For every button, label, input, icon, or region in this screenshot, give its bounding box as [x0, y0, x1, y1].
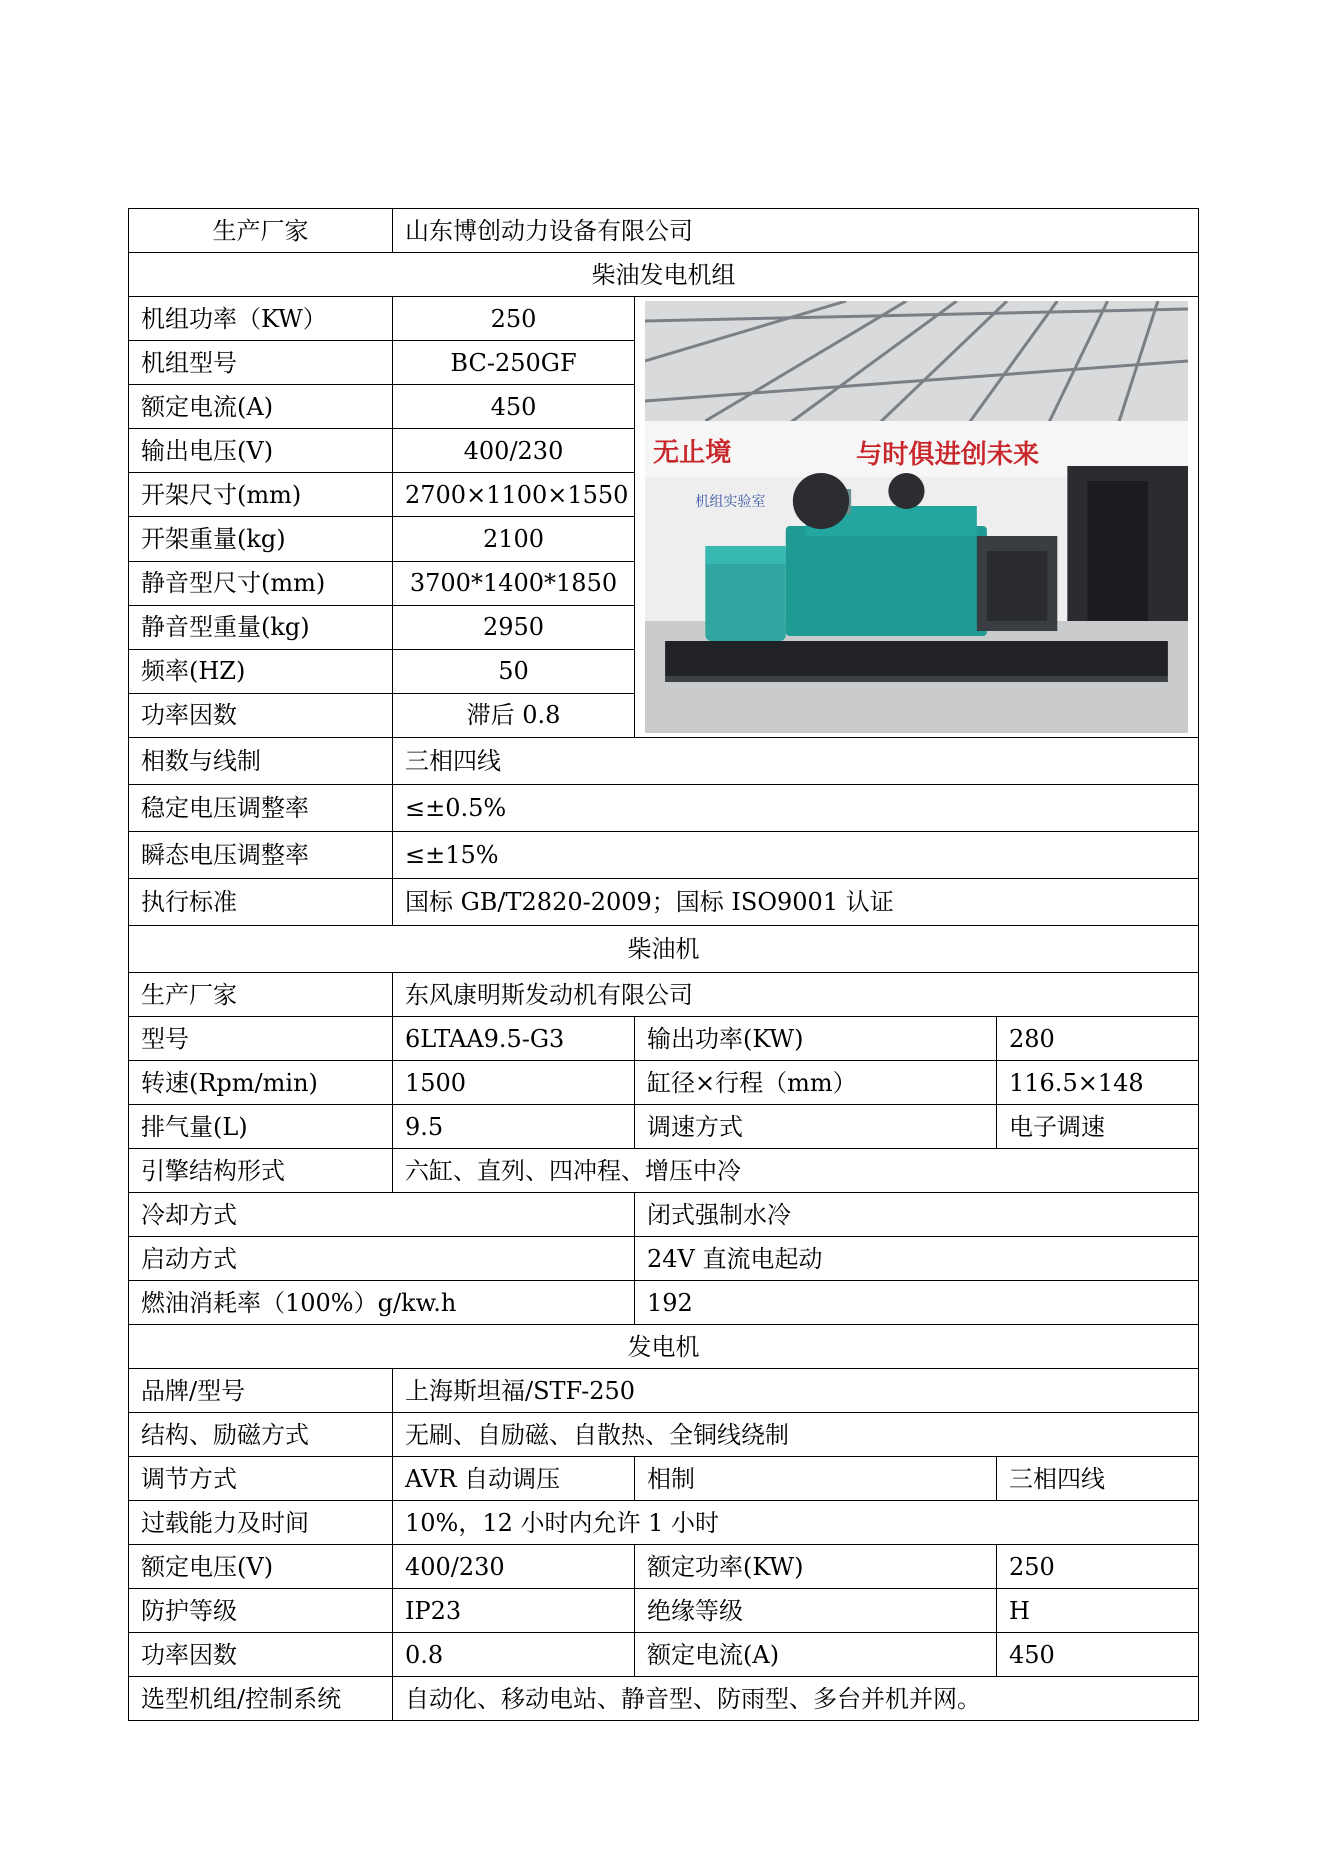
spec-label: 开架尺寸(mm) [129, 473, 393, 517]
spec-label: 调速方式 [635, 1105, 997, 1149]
spec-value: 0.8 [393, 1633, 635, 1677]
spec-value: 400/230 [393, 429, 635, 473]
spec-label: 功率因数 [129, 693, 393, 737]
spec-table [128, 208, 1199, 1721]
spec-value: 24V 直流电起动 [635, 1237, 1199, 1281]
spec-label: 燃油消耗率（100%）g/kw.h [129, 1281, 635, 1325]
spec-label: 绝缘等级 [635, 1589, 997, 1633]
alternator-structure-row [129, 1413, 1199, 1457]
spec-value: 2950 [393, 605, 635, 649]
spec-label: 机组功率（KW） [129, 297, 393, 341]
manufacturer-label: 生产厂家 [129, 209, 393, 253]
spec-label: 开架重量(kg) [129, 517, 393, 561]
spec-value: 192 [635, 1281, 1199, 1325]
spec-label: 防护等级 [129, 1589, 393, 1633]
spec-label: 引擎结构形式 [129, 1149, 393, 1193]
spec-label: 相制 [635, 1457, 997, 1501]
genset-photo-cell [635, 297, 1199, 738]
spec-value: ≤±0.5% [393, 785, 1199, 832]
spec-value: ≤±15% [393, 832, 1199, 879]
spec-label: 额定电压(V) [129, 1545, 393, 1589]
alternator-overload-row [129, 1501, 1199, 1545]
spec-label: 静音型尺寸(mm) [129, 561, 393, 605]
spec-value: 无刷、自励磁、自散热、全铜线绕制 [393, 1413, 1199, 1457]
spec-value: 六缸、直列、四冲程、增压中冷 [393, 1149, 1199, 1193]
manufacturer-value: 山东博创动力设备有限公司 [393, 209, 1199, 253]
genset-extra-row [129, 738, 1199, 785]
genset-extra-row [129, 879, 1199, 926]
spec-label: 转速(Rpm/min) [129, 1061, 393, 1105]
banner-left-text: 无止境 [653, 438, 732, 468]
genset-extra-row [129, 785, 1199, 832]
engine-row [129, 1061, 1199, 1105]
engine-section-header [129, 926, 1199, 973]
engine-structure-row [129, 1149, 1199, 1193]
spec-label: 输出电压(V) [129, 429, 393, 473]
engine-row [129, 1105, 1199, 1149]
alternator-title: 发电机 [129, 1325, 1199, 1369]
manufacturer-row [129, 209, 1199, 253]
wall-sign-text: 机组实验室 [695, 494, 766, 510]
spec-value: 2100 [393, 517, 635, 561]
engine-row [129, 1017, 1199, 1061]
spec-value: 6LTAA9.5-G3 [393, 1017, 635, 1061]
spec-value: H [997, 1589, 1199, 1633]
engine-manufacturer-row [129, 973, 1199, 1017]
spec-label: 频率(HZ) [129, 649, 393, 693]
spec-value: 国标 GB/T2820-2009；国标 ISO9001 认证 [393, 879, 1199, 926]
spec-value: 116.5×148 [997, 1061, 1199, 1105]
spec-value: 250 [997, 1545, 1199, 1589]
spec-value: 自动化、移动电站、静音型、防雨型、多台并机并网。 [393, 1677, 1199, 1721]
spec-label: 输出功率(KW) [635, 1017, 997, 1061]
generator-photo-illustration [645, 301, 1188, 733]
spec-label: 稳定电压调整率 [129, 785, 393, 832]
spec-label: 型号 [129, 1017, 393, 1061]
engine-split-row [129, 1237, 1199, 1281]
spec-label: 排气量(L) [129, 1105, 393, 1149]
spec-label: 静音型重量(kg) [129, 605, 393, 649]
engine-split-row [129, 1193, 1199, 1237]
spec-sheet [128, 208, 1198, 1721]
genset-extra-row [129, 832, 1199, 879]
alternator-brand-row [129, 1369, 1199, 1413]
spec-value: 3700*1400*1850 [393, 561, 635, 605]
banner-right-text: 与时俱进创未来 [856, 440, 1040, 470]
spec-label: 机组型号 [129, 341, 393, 385]
genset-photo [645, 301, 1188, 733]
spec-value: 450 [997, 1633, 1199, 1677]
spec-value: 280 [997, 1017, 1199, 1061]
alternator-row [129, 1545, 1199, 1589]
genset-row [129, 297, 1199, 341]
alternator-row [129, 1589, 1199, 1633]
alternator-row [129, 1633, 1199, 1677]
spec-label: 瞬态电压调整率 [129, 832, 393, 879]
spec-value: 250 [393, 297, 635, 341]
spec-value: BC-250GF [393, 341, 635, 385]
spec-label: 额定电流(A) [129, 385, 393, 429]
spec-label: 缸径×行程（mm） [635, 1061, 997, 1105]
spec-label: 生产厂家 [129, 973, 393, 1017]
spec-value: 10%，12 小时内允许 1 小时 [393, 1501, 1199, 1545]
spec-value: 450 [393, 385, 635, 429]
engine-title: 柴油机 [129, 926, 1199, 973]
spec-label: 额定功率(KW) [635, 1545, 997, 1589]
spec-value: 三相四线 [997, 1457, 1199, 1501]
spec-value: IP23 [393, 1589, 635, 1633]
spec-value: 电子调速 [997, 1105, 1199, 1149]
alternator-section-header [129, 1325, 1199, 1369]
spec-value: 1500 [393, 1061, 635, 1105]
engine-split-row [129, 1281, 1199, 1325]
spec-label: 功率因数 [129, 1633, 393, 1677]
spec-label: 选型机组/控制系统 [129, 1677, 393, 1721]
spec-label: 品牌/型号 [129, 1369, 393, 1413]
spec-value: 400/230 [393, 1545, 635, 1589]
spec-value: 9.5 [393, 1105, 635, 1149]
spec-label: 结构、励磁方式 [129, 1413, 393, 1457]
spec-value: 2700×1100×1550 [393, 473, 635, 517]
spec-label: 冷却方式 [129, 1193, 635, 1237]
genset-section-header [129, 253, 1199, 297]
spec-value: 闭式强制水冷 [635, 1193, 1199, 1237]
spec-label: 执行标准 [129, 879, 393, 926]
spec-value: 三相四线 [393, 738, 1199, 785]
spec-label: 启动方式 [129, 1237, 635, 1281]
spec-value: 东风康明斯发动机有限公司 [393, 973, 1199, 1017]
options-row [129, 1677, 1199, 1721]
alternator-regulation-row [129, 1457, 1199, 1501]
spec-label: 额定电流(A) [635, 1633, 997, 1677]
spec-value: 滞后 0.8 [393, 693, 635, 737]
spec-label: 相数与线制 [129, 738, 393, 785]
spec-label: 调节方式 [129, 1457, 393, 1501]
spec-value: AVR 自动调压 [393, 1457, 635, 1501]
spec-value: 上海斯坦福/STF-250 [393, 1369, 1199, 1413]
spec-value: 50 [393, 649, 635, 693]
spec-label: 过载能力及时间 [129, 1501, 393, 1545]
genset-title: 柴油发电机组 [129, 253, 1199, 297]
